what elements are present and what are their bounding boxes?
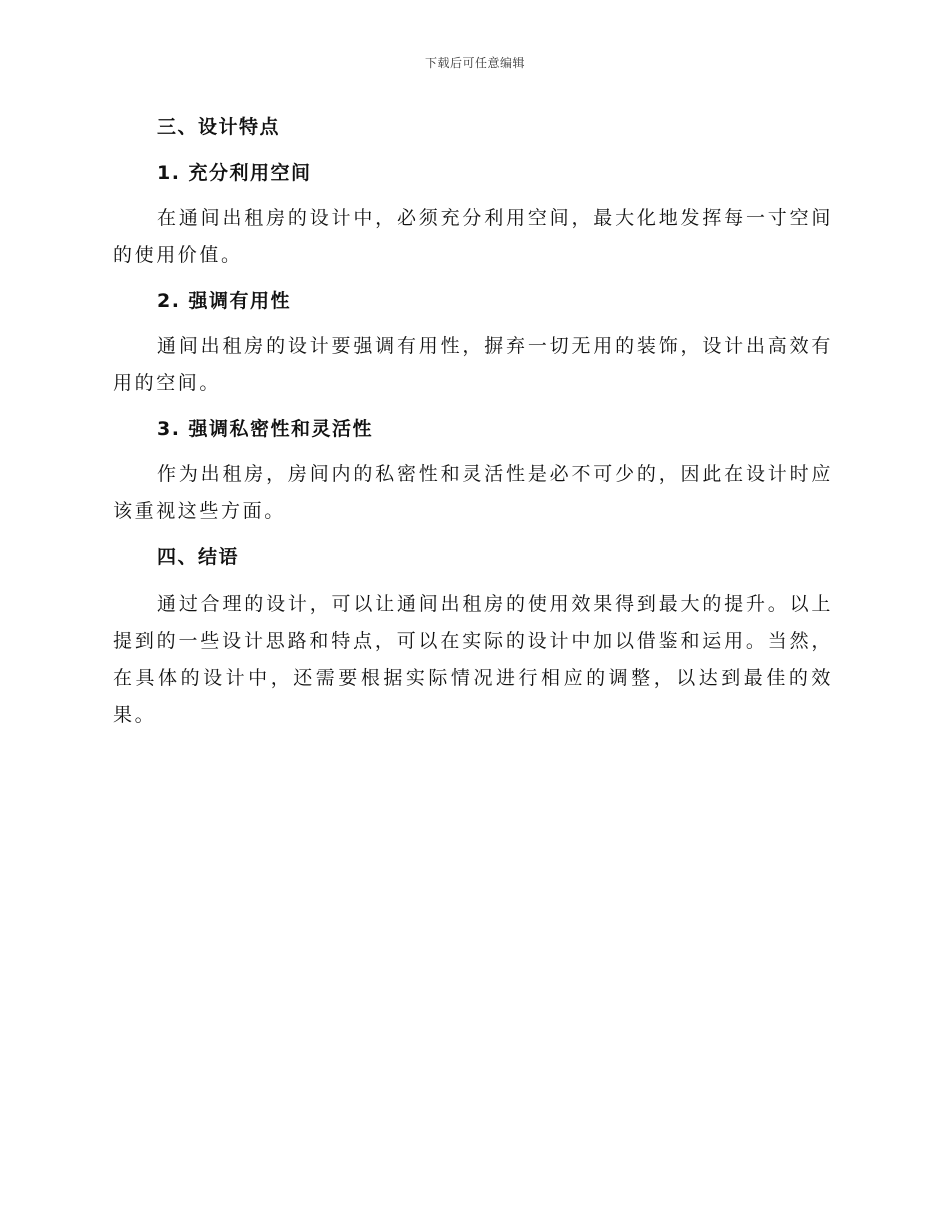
page-header: 下载后可任意编辑 xyxy=(424,56,525,70)
section-heading-conclusion: 四、结语 xyxy=(157,546,240,568)
paragraph-conclusion: 通过合理的设计，可以让通间出租房的使用效果得到最大的提升。以上提到的一些设计思路和特点，可以在实际的设计中加以借鉴和运用。当然，在具体的设计中，还需要根据实际情况进行相应的调整，以达到最佳的效果。 xyxy=(113,593,833,726)
subheading-usefulness: 2. 强调有用性 xyxy=(157,290,292,312)
section-heading-design-features: 三、设计特点 xyxy=(157,116,281,138)
paragraph-privacy-flexibility: 作为出租房，房间内的私密性和灵活性是必不可少的，因此在设计时应该重视这些方面。 xyxy=(113,463,833,522)
subheading-space-usage: 1. 充分利用空间 xyxy=(157,162,312,184)
document-body xyxy=(113,110,833,744)
paragraph-usefulness: 通间出租房的设计要强调有用性，摒弃一切无用的装饰，设计出高效有用的空间。 xyxy=(113,335,833,394)
subheading-privacy-flexibility: 3. 强调私密性和灵活性 xyxy=(157,418,374,440)
paragraph-space-usage: 在通间出租房的设计中，必须充分利用空间，最大化地发挥每一寸空间的使用价值。 xyxy=(113,207,833,266)
